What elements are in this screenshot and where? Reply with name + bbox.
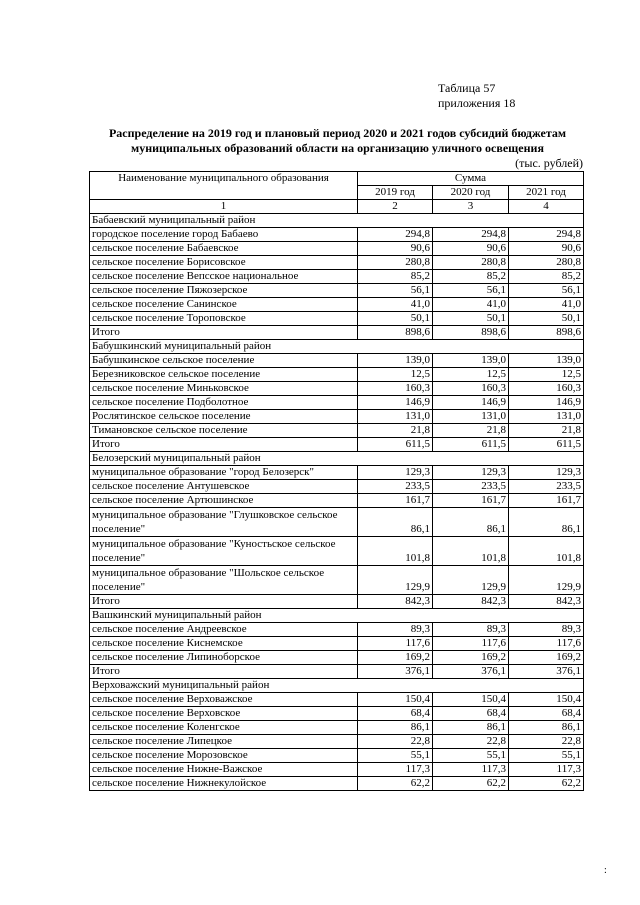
amount-2019: 129,9: [358, 566, 433, 595]
header-year-2020: 2020 год: [433, 186, 509, 200]
total-label: Итого: [90, 595, 358, 609]
municipality-name: сельское поселение Санинское: [90, 298, 358, 312]
amount-2020: 131,0: [433, 410, 509, 424]
amount-2019: 90,6: [358, 242, 433, 256]
amount-2019: 56,1: [358, 284, 433, 298]
amount-2020: 68,4: [433, 707, 509, 721]
amount-2021: 294,8: [509, 228, 584, 242]
amount-2020: 150,4: [433, 693, 509, 707]
amount-2019: 842,3: [358, 595, 433, 609]
table-row: [90, 312, 584, 326]
amount-2019: 146,9: [358, 396, 433, 410]
amount-2019: 233,5: [358, 480, 433, 494]
municipality-name: сельское поселение Нижнекулойское: [90, 777, 358, 791]
total-row: [90, 595, 584, 609]
amount-2020: 146,9: [433, 396, 509, 410]
amount-2019: 117,3: [358, 763, 433, 777]
district-name: Бабушкинский муниципальный район: [90, 340, 584, 354]
amount-2019: 68,4: [358, 707, 433, 721]
amount-2020: 129,9: [433, 566, 509, 595]
amount-2020: 280,8: [433, 256, 509, 270]
amount-2021: 56,1: [509, 284, 584, 298]
amount-2020: 233,5: [433, 480, 509, 494]
table-row: [90, 368, 584, 382]
table-row: [90, 494, 584, 508]
header-name: Наименование муниципального образования: [90, 172, 358, 200]
table-row: [90, 735, 584, 749]
table-row: [90, 270, 584, 284]
amount-2019: 376,1: [358, 665, 433, 679]
amount-2021: 55,1: [509, 749, 584, 763]
amount-2021: 160,3: [509, 382, 584, 396]
municipality-name: сельское поселение Тороповское: [90, 312, 358, 326]
amount-2021: 101,8: [509, 537, 584, 566]
municipality-name: сельское поселение Морозовское: [90, 749, 358, 763]
municipality-name: сельское поселение Пяжозерское: [90, 284, 358, 298]
amount-2020: 101,8: [433, 537, 509, 566]
amount-2021: 50,1: [509, 312, 584, 326]
table-row: [90, 693, 584, 707]
table-row: [90, 537, 584, 566]
table-reference: [438, 81, 515, 111]
municipality-name: сельское поселение Подболотное: [90, 396, 358, 410]
table-row: [90, 382, 584, 396]
amount-2020: 89,3: [433, 623, 509, 637]
amount-2021: 139,0: [509, 354, 584, 368]
amount-2021: 117,6: [509, 637, 584, 651]
header-sum: Сумма: [358, 172, 584, 186]
table-header: [90, 172, 584, 214]
amount-2021: 85,2: [509, 270, 584, 284]
amount-2019: 898,6: [358, 326, 433, 340]
table-row: [90, 721, 584, 735]
amount-2019: 169,2: [358, 651, 433, 665]
amount-2021: 117,3: [509, 763, 584, 777]
amount-2020: 12,5: [433, 368, 509, 382]
amount-2021: 842,3: [509, 595, 584, 609]
total-label: Итого: [90, 438, 358, 452]
table-body: [90, 214, 584, 791]
amount-2021: 12,5: [509, 368, 584, 382]
amount-2019: 101,8: [358, 537, 433, 566]
amount-2019: 22,8: [358, 735, 433, 749]
total-row: [90, 665, 584, 679]
amount-2020: 161,7: [433, 494, 509, 508]
amount-2020: 56,1: [433, 284, 509, 298]
table-row: [90, 354, 584, 368]
amount-2020: 90,6: [433, 242, 509, 256]
amount-2021: 146,9: [509, 396, 584, 410]
amount-2020: 55,1: [433, 749, 509, 763]
table-row: [90, 707, 584, 721]
header-col-num: 1: [90, 200, 358, 214]
district-name: Вашкинский муниципальный район: [90, 609, 584, 623]
district-row: [90, 340, 584, 354]
municipality-name: муниципальное образование "город Белозерск": [90, 466, 358, 480]
header-col-num: 4: [509, 200, 584, 214]
amount-2019: 161,7: [358, 494, 433, 508]
amount-2019: 611,5: [358, 438, 433, 452]
amount-2019: 55,1: [358, 749, 433, 763]
amount-2019: 89,3: [358, 623, 433, 637]
amount-2019: 21,8: [358, 424, 433, 438]
municipality-name: Бабушкинское сельское поселение: [90, 354, 358, 368]
amount-2020: 294,8: [433, 228, 509, 242]
district-row: [90, 452, 584, 466]
municipality-name: сельское поселение Верховское: [90, 707, 358, 721]
amount-2019: 50,1: [358, 312, 433, 326]
municipality-name: сельское поселение Липиноборское: [90, 651, 358, 665]
table-row: [90, 256, 584, 270]
amount-2019: 139,0: [358, 354, 433, 368]
amount-2020: 41,0: [433, 298, 509, 312]
table-row: [90, 566, 584, 595]
table-row: [90, 651, 584, 665]
total-row: [90, 438, 584, 452]
amount-2020: 22,8: [433, 735, 509, 749]
municipality-name: сельское поселение Андреевское: [90, 623, 358, 637]
amount-2019: 150,4: [358, 693, 433, 707]
amount-2020: 898,6: [433, 326, 509, 340]
title-line-1: Распределение на 2019 год и плановый период 2020 и 2021 годов субсидий бюджетам: [108, 126, 567, 140]
municipality-name: сельское поселение Коленгское: [90, 721, 358, 735]
amount-2019: 86,1: [358, 508, 433, 537]
municipality-name: сельское поселение Нижне-Важское: [90, 763, 358, 777]
table-row: [90, 396, 584, 410]
amount-2021: 150,4: [509, 693, 584, 707]
table-row: [90, 777, 584, 791]
amount-2020: 85,2: [433, 270, 509, 284]
district-row: [90, 679, 584, 693]
district-name: Верховажский муниципальный район: [90, 679, 584, 693]
table-row: [90, 763, 584, 777]
amount-2021: 129,3: [509, 466, 584, 480]
document-title: [90, 126, 585, 156]
municipality-name: муниципальное образование "Куностьское сельское поселение": [90, 537, 358, 566]
amount-2021: 376,1: [509, 665, 584, 679]
table-row: [90, 480, 584, 494]
amount-2020: 50,1: [433, 312, 509, 326]
table-row: [90, 410, 584, 424]
district-row: [90, 214, 584, 228]
header-year-2019: 2019 год: [358, 186, 433, 200]
table-row: [90, 749, 584, 763]
municipality-name: сельское поселение Борисовское: [90, 256, 358, 270]
amount-2021: 22,8: [509, 735, 584, 749]
municipality-name: Тимановское сельское поселение: [90, 424, 358, 438]
amount-2021: 161,7: [509, 494, 584, 508]
header-year-2021: 2021 год: [509, 186, 584, 200]
subsidy-table: [89, 171, 584, 791]
amount-2021: 68,4: [509, 707, 584, 721]
total-row: [90, 326, 584, 340]
amount-2020: 129,3: [433, 466, 509, 480]
table-row: [90, 284, 584, 298]
district-row: [90, 609, 584, 623]
municipality-name: сельское поселение Бабаевское: [90, 242, 358, 256]
amount-2020: 169,2: [433, 651, 509, 665]
amount-2021: 62,2: [509, 777, 584, 791]
amount-2019: 129,3: [358, 466, 433, 480]
amount-2020: 611,5: [433, 438, 509, 452]
municipality-name: муниципальное образование "Шольское сельское поселение": [90, 566, 358, 595]
amount-2020: 117,3: [433, 763, 509, 777]
municipality-name: сельское поселение Артюшинское: [90, 494, 358, 508]
amount-2021: 89,3: [509, 623, 584, 637]
district-name: Бабаевский муниципальный район: [90, 214, 584, 228]
total-label: Итого: [90, 665, 358, 679]
amount-2019: 12,5: [358, 368, 433, 382]
amount-2019: 62,2: [358, 777, 433, 791]
amount-2020: 117,6: [433, 637, 509, 651]
municipality-name: Рослятинское сельское поселение: [90, 410, 358, 424]
amount-2019: 131,0: [358, 410, 433, 424]
municipality-name: сельское поселение Липецкое: [90, 735, 358, 749]
amount-2020: 86,1: [433, 721, 509, 735]
table-row: [90, 228, 584, 242]
amount-2021: 86,1: [509, 508, 584, 537]
appendix-reference: приложения 18: [438, 96, 516, 110]
amount-2021: 90,6: [509, 242, 584, 256]
amount-2021: 21,8: [509, 424, 584, 438]
margin-mark: :: [604, 865, 607, 876]
amount-2019: 41,0: [358, 298, 433, 312]
amount-2019: 280,8: [358, 256, 433, 270]
amount-2021: 131,0: [509, 410, 584, 424]
amount-2020: 62,2: [433, 777, 509, 791]
table-row: [90, 424, 584, 438]
title-line-2: муниципальных образований области на организацию уличного освещения: [131, 141, 544, 155]
municipality-name: Березниковское сельское поселение: [90, 368, 358, 382]
table-row: [90, 637, 584, 651]
municipality-name: сельское поселение Антушевское: [90, 480, 358, 494]
municipality-name: городское поселение город Бабаево: [90, 228, 358, 242]
table-row: [90, 298, 584, 312]
table-row: [90, 466, 584, 480]
municipality-name: сельское поселение Киснемское: [90, 637, 358, 651]
municipality-name: сельское поселение Верховажское: [90, 693, 358, 707]
header-col-num: 3: [433, 200, 509, 214]
amount-2021: 280,8: [509, 256, 584, 270]
total-label: Итого: [90, 326, 358, 340]
amount-2019: 85,2: [358, 270, 433, 284]
units-label: (тыс. рублей): [515, 156, 583, 170]
table-row: [90, 508, 584, 537]
amount-2021: 233,5: [509, 480, 584, 494]
table-number: Таблица 57: [438, 81, 496, 95]
amount-2020: 139,0: [433, 354, 509, 368]
amount-2019: 86,1: [358, 721, 433, 735]
amount-2021: 898,6: [509, 326, 584, 340]
municipality-name: муниципальное образование "Глушковское сельское поселение": [90, 508, 358, 537]
amount-2021: 611,5: [509, 438, 584, 452]
amount-2020: 376,1: [433, 665, 509, 679]
amount-2021: 41,0: [509, 298, 584, 312]
amount-2020: 21,8: [433, 424, 509, 438]
municipality-name: сельское поселение Вепсское национальное: [90, 270, 358, 284]
table-row: [90, 623, 584, 637]
amount-2020: 842,3: [433, 595, 509, 609]
table-row: [90, 242, 584, 256]
amount-2019: 117,6: [358, 637, 433, 651]
amount-2021: 86,1: [509, 721, 584, 735]
header-col-num: 2: [358, 200, 433, 214]
district-name: Белозерский муниципальный район: [90, 452, 584, 466]
amount-2020: 160,3: [433, 382, 509, 396]
amount-2019: 160,3: [358, 382, 433, 396]
amount-2020: 86,1: [433, 508, 509, 537]
amount-2021: 169,2: [509, 651, 584, 665]
amount-2021: 129,9: [509, 566, 584, 595]
municipality-name: сельское поселение Миньковское: [90, 382, 358, 396]
amount-2019: 294,8: [358, 228, 433, 242]
